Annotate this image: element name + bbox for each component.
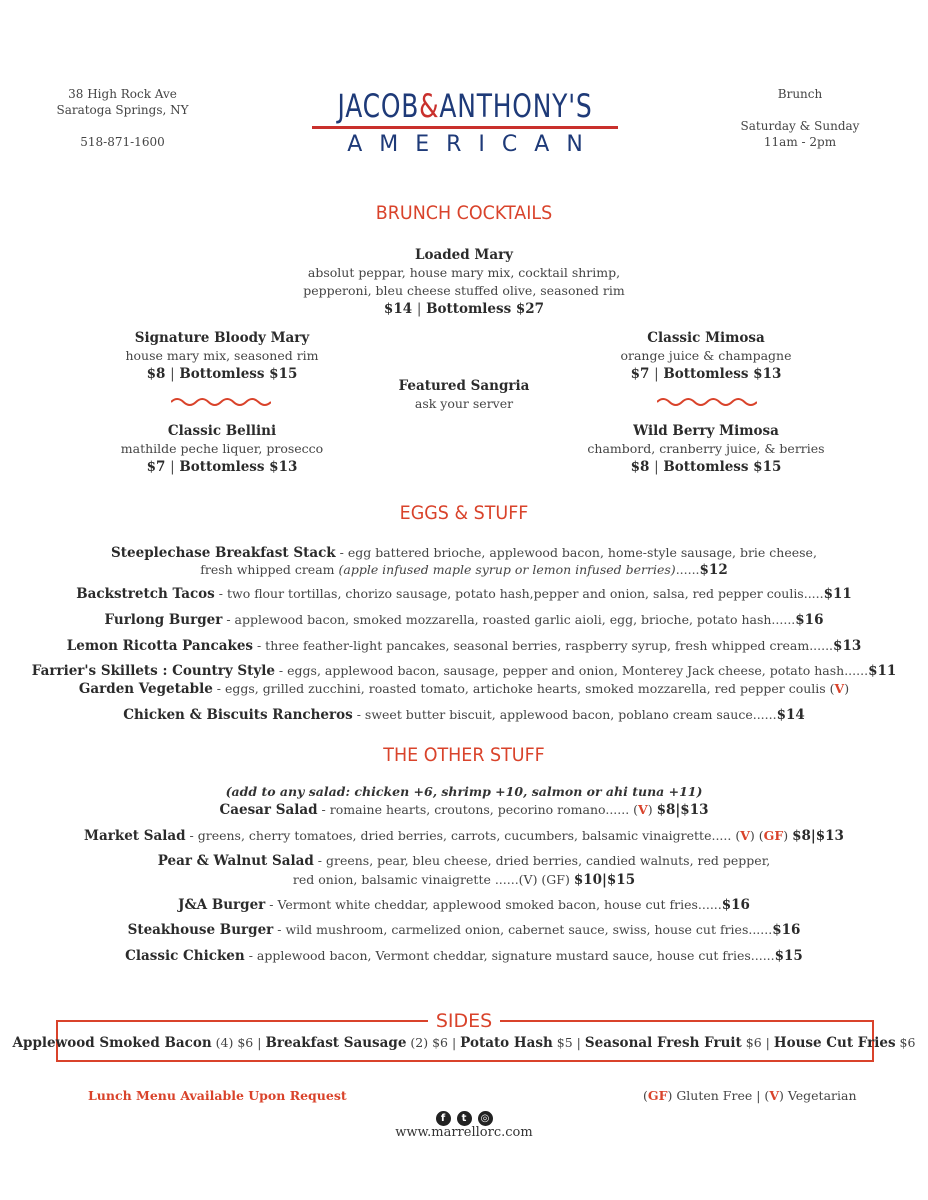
item-name: Classic Mimosa [647, 330, 765, 346]
cocktail-mimosa [586, 329, 826, 383]
cocktail-berry-mimosa [566, 422, 846, 476]
menu-item-steakhouse-burger: Steakhouse Burger - wild mushroom, carmelized onion, cabernet sauce, swiss, house cut fries......$16 [127, 922, 801, 938]
cocktail-sangria [344, 377, 584, 413]
social-links [0, 1106, 928, 1126]
lunch-menu-note: Lunch Menu Available Upon Request [88, 1088, 347, 1103]
squiggle-divider-left [171, 396, 271, 408]
section-title-cocktails: BRUNCH COCKTAILS [375, 202, 553, 224]
item-name: Signature Bloody Mary [134, 330, 310, 346]
item-price: $8 | Bottomless $15 [146, 366, 298, 382]
menu-time: 11am - 2pm [763, 135, 837, 149]
logo-wordmark: JACOB&ANTHONY'S [337, 87, 593, 125]
item-price: $7 | Bottomless $13 [630, 366, 782, 382]
menu-item-steeplechase-cont: fresh whipped cream (apple infused maple syrup or lemon infused berries)......$12 [200, 562, 728, 578]
menu-item-market-salad: Market Salad - greens, cherry tomatoes, dried berries, carrots, cucumbers, balsamic vinaigrette..... (V) (GF) $8|$13 [84, 828, 844, 844]
menu-item-steeplechase: Steeplechase Breakfast Stack - egg battered brioche, applewood bacon, home-style sausage, brie cheese, [111, 545, 817, 561]
instagram-icon[interactable]: ◎ [478, 1111, 493, 1126]
menu-item-classic-chicken: Classic Chicken - applewood bacon, Vermont cheddar, signature mustard sauce, house cut fries......$15 [125, 948, 803, 964]
section-title-other: THE OTHER STUFF [383, 744, 545, 766]
restaurant-address [40, 86, 205, 150]
facebook-icon[interactable]: f [436, 1111, 451, 1126]
menu-item-rancheros: Chicken & Biscuits Rancheros - sweet butter biscuit, applewood bacon, poblano cream sauce......$14 [123, 707, 805, 723]
dietary-legend: (GF) Gluten Free | (V) Vegetarian [643, 1088, 857, 1103]
menu-item-furlong-burger: Furlong Burger - applewood bacon, smoked mozzarella, roasted garlic aioli, egg, brioche, potato hash......$16 [104, 612, 824, 628]
menu-item-tacos: Backstretch Tacos - two flour tortillas, chorizo sausage, potato hash,pepper and onion, salsa, red pepper coulis.....$11 [76, 586, 852, 602]
menu-name: Brunch [777, 87, 823, 101]
item-name: Loaded Mary [414, 247, 514, 263]
item-price: $7 | Bottomless $13 [146, 459, 298, 475]
item-price: $14 | Bottomless $27 [383, 301, 545, 317]
phone-number: 518-871-1600 [80, 135, 165, 149]
section-title-eggs: EGGS & STUFF [399, 502, 529, 524]
logo-subtitle: AMERICAN [347, 132, 600, 157]
cocktail-bellini [102, 422, 342, 476]
item-name: Classic Bellini [167, 423, 277, 439]
item-desc: absolut peppar, house mary mix, cocktail shrimp, [307, 265, 621, 280]
section-title-sides: SIDES [428, 1008, 500, 1034]
website-link[interactable]: www.marrellorc.com [395, 1125, 533, 1140]
sides-list: Applewood Smoked Bacon (4) $6 | Breakfast Sausage (2) $6 | Potato Hash $5 | Seasonal Fresh Fruit $6 | House Cut Fries $6 [12, 1035, 916, 1051]
item-desc: ask your server [414, 396, 514, 411]
menu-item-caesar: Caesar Salad - romaine hearts, croutons, pecorino romano...... (V) $8|$13 [219, 802, 709, 818]
item-desc: house mary mix, seasoned rim [125, 348, 319, 363]
item-desc: chambord, cranberry juice, & berries [587, 441, 825, 456]
squiggle-divider-right [657, 396, 757, 408]
menu-item-skillet-garden: Garden Vegetable - eggs, grilled zucchini, roasted tomato, artichoke hearts, smoked mozzarella, red pepper coulis (V) [78, 681, 850, 697]
item-price: $8 | Bottomless $15 [630, 459, 782, 475]
item-desc: orange juice & champagne [620, 348, 792, 363]
item-name: Wild Berry Mimosa [633, 423, 779, 439]
menu-days: Saturday & Sunday [740, 119, 860, 133]
menu-item-skillet-country: Farrier's Skillets : Country Style - eggs, applewood bacon, sausage, pepper and onion, Monterey Jack cheese, potato hash......$11 [31, 663, 897, 679]
twitter-icon[interactable]: t [457, 1111, 472, 1126]
logo-underline [312, 126, 618, 129]
logo [300, 88, 630, 158]
menu-item-ja-burger: J&A Burger - Vermont white cheddar, applewood smoked bacon, house cut fries......$16 [178, 897, 750, 913]
address-line2: Saratoga Springs, NY [56, 103, 189, 117]
cocktail-bloody-mary [102, 329, 342, 383]
address-line1: 38 High Rock Ave [68, 87, 177, 101]
cocktail-loaded-mary [264, 246, 664, 318]
item-desc: mathilde peche liquer, prosecco [120, 441, 324, 456]
menu-item-pear-walnut: Pear & Walnut Salad - greens, pear, bleu cheese, dried berries, candied walnuts, red pepper, [157, 853, 771, 869]
menu-hours [720, 86, 880, 150]
menu-item-pancakes: Lemon Ricotta Pancakes - three feather-light pancakes, seasonal berries, raspberry syrup, fresh whipped cream......$13 [66, 638, 862, 654]
menu-item-pear-walnut-cont: red onion, balsamic vinaigrette ......(V) (GF) $10|$15 [292, 872, 636, 888]
item-name: Featured Sangria [398, 378, 530, 394]
item-desc: pepperoni, bleu cheese stuffed olive, seasoned rim [303, 283, 625, 298]
salad-addon-note: (add to any salad: chicken +6, shrimp +10, salmon or ahi tuna +11) [225, 784, 703, 799]
